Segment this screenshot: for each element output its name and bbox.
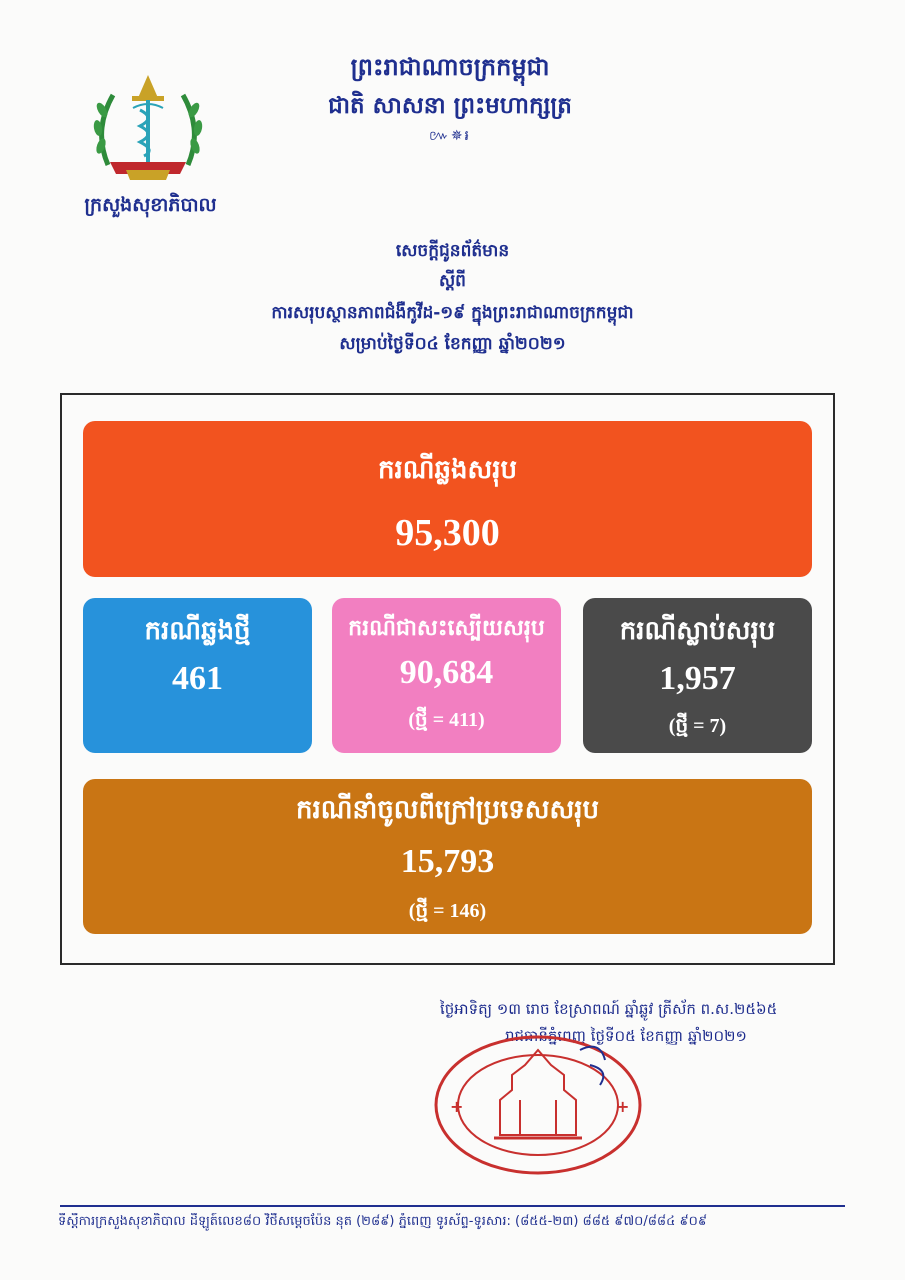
total-cases-label: ករណីឆ្លងសរុប	[377, 455, 517, 485]
total-cases-card	[83, 421, 812, 577]
total-cases-value: 95,300	[395, 512, 500, 554]
new-cases-value: 461	[172, 660, 223, 697]
announcement-title: សេចក្តីជូនព័ត៌មាន	[395, 241, 510, 261]
footer-address: ទីស្តីការក្រសួងសុខាភិបាល ដីឡូត៍លេខ៨០ វិថីសម្តេចប៉ែន នុត (២៨៩) ភ្នំពេញ ទូរស័ព្ទ-ទូរសារ: (៨៥៥-២៣) ៨៨៥ ៩៧០/៨៨៤ ៩០៩	[58, 1214, 708, 1229]
imported-cases-new: (ថ្មី = 146)	[408, 900, 487, 922]
new-cases-label: ករណីឆ្លងថ្មី	[144, 616, 251, 646]
deaths-label: ករណីស្លាប់សរុប	[619, 616, 776, 646]
imported-cases-label: ករណីនាំចូលពីក្រៅប្រទេសសរុប	[295, 795, 600, 825]
imported-cases-value: 15,793	[400, 843, 495, 880]
lunar-date: ថ្ងៃអាទិត្យ ១៣ រោច ខែស្រាពណ៍ ឆ្នាំឆ្លូវ ត្រីស័ក ព.ស.២៥៦៥	[440, 1000, 778, 1018]
national-motto: ជាតិ សាសនា ព្រះមហាក្សត្រ	[328, 93, 572, 119]
recovered-label: ករណីជាសះស្បើយសរុប	[348, 616, 545, 641]
announcement-subject-label: ស្តីពី	[439, 271, 466, 291]
ministry-name: ក្រសួងសុខាភិបាល	[84, 194, 217, 216]
kingdom-heading: ព្រះរាជាណាចក្រកម្ពុជា	[350, 53, 550, 81]
svg-text:+: +	[450, 1097, 464, 1116]
solar-date: រាជធានីភ្នំពេញ ថ្ងៃទី០៥ ខែកញ្ញា ឆ្នាំ២០២១	[505, 1027, 747, 1045]
svg-text:+: +	[616, 1097, 630, 1116]
recovered-card	[332, 598, 561, 753]
deaths-card	[583, 598, 812, 753]
recovered-new: (ថ្មី = 411)	[408, 709, 485, 731]
announcement-date: សម្រាប់ថ្ងៃទី០៤ ខែកញ្ញា ឆ្នាំ២០២១	[339, 334, 566, 354]
ornament: ៚✵៛	[429, 128, 471, 144]
official-stamp-icon	[430, 1030, 645, 1180]
recovered-value: 90,684	[399, 654, 494, 691]
new-cases-card	[83, 598, 312, 753]
ministry-logo-icon	[88, 70, 208, 190]
deaths-value: 1,957	[659, 660, 736, 697]
announcement-subject: ការសរុបស្ថានភាពជំងឺកូវីដ-១៩ ក្នុងព្រះរាជាណាចក្រកម្ពុជា	[271, 303, 634, 323]
deaths-new: (ថ្មី = 7)	[668, 715, 727, 737]
footer-divider	[60, 1205, 845, 1207]
imported-cases-card	[83, 779, 812, 934]
